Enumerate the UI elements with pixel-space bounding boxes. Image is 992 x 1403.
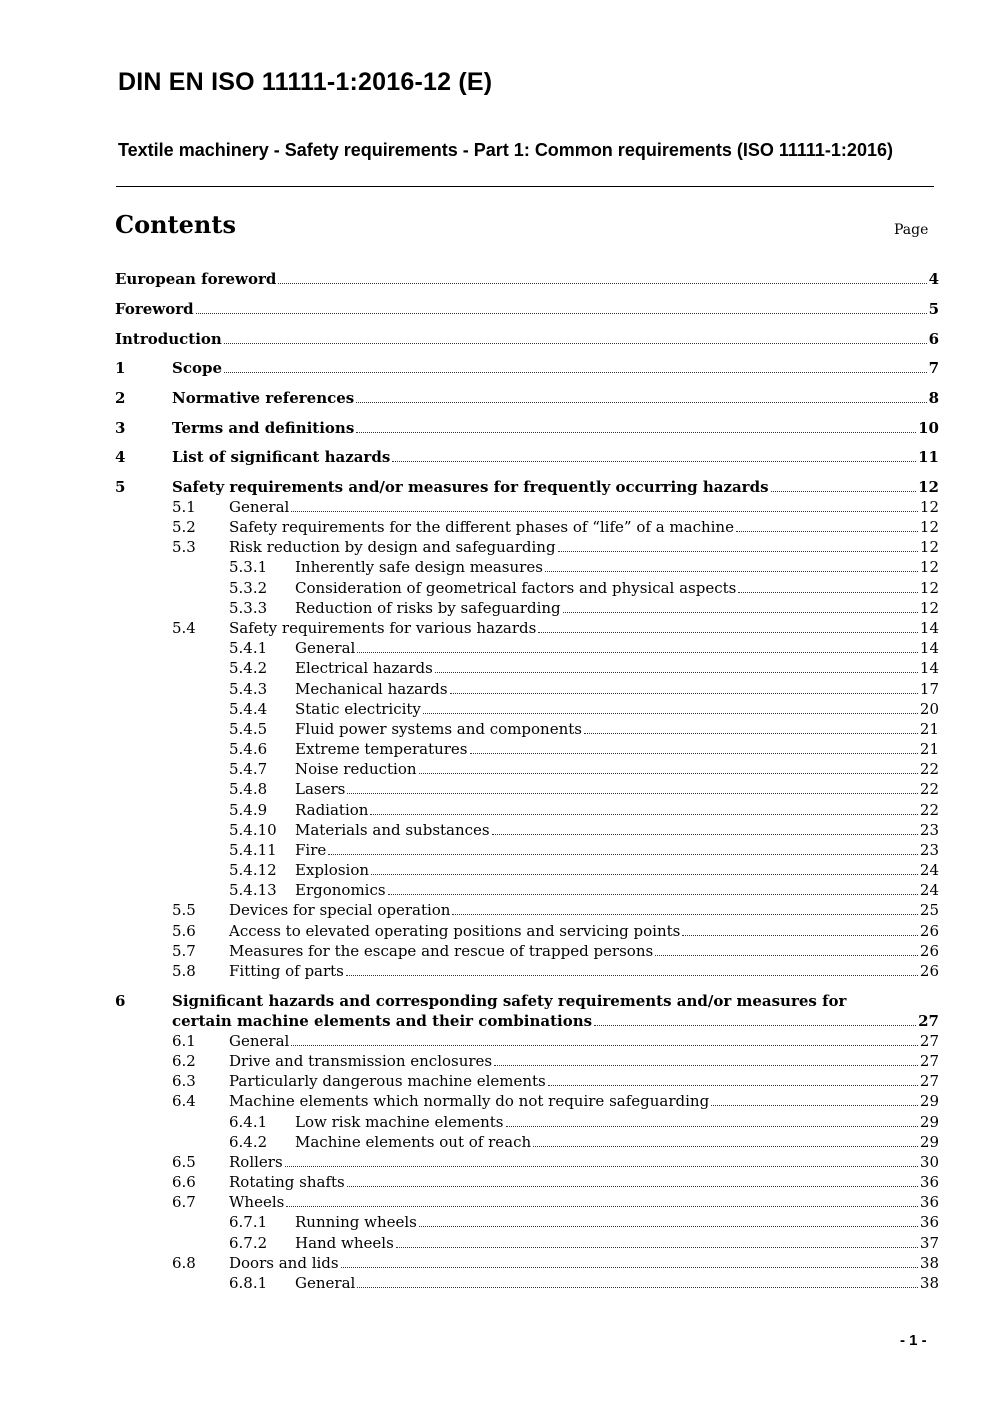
toc-entry-page: 12 — [919, 498, 939, 516]
toc-entry[interactable] — [295, 1132, 939, 1152]
toc-entry[interactable] — [229, 1152, 939, 1172]
toc-entry[interactable] — [229, 1172, 939, 1192]
toc-entry[interactable] — [172, 358, 939, 378]
toc-entry-title: Particularly dangerous machine elements — [229, 1072, 546, 1090]
toc-entry-title: Extreme temperatures — [295, 740, 468, 758]
toc-entry-number: 6.1 — [172, 1032, 196, 1050]
dot-leader — [370, 814, 917, 815]
toc-entry-page: 14 — [919, 639, 939, 657]
dot-leader — [278, 283, 926, 284]
dot-leader — [452, 914, 917, 915]
toc-entry-number: 5.1 — [172, 498, 196, 516]
dot-leader — [347, 1186, 918, 1187]
toc-entry-page: 12 — [919, 558, 939, 576]
toc-entry-number: 2 — [115, 389, 126, 407]
toc-entry-title: Consideration of geometrical factors and physical aspects — [295, 579, 737, 597]
dot-leader — [346, 975, 918, 976]
toc-entry[interactable] — [229, 1253, 939, 1273]
dot-leader — [347, 793, 918, 794]
toc-entry[interactable] — [115, 269, 939, 289]
toc-entry-title-line: Significant hazards and corresponding safety requirements and/or measures for — [172, 992, 847, 1010]
toc-entry[interactable] — [229, 961, 939, 981]
toc-entry[interactable] — [295, 1233, 939, 1253]
toc-entry[interactable] — [295, 598, 939, 618]
toc-entry-number: 5.4.5 — [229, 720, 268, 738]
dot-leader — [388, 894, 918, 895]
toc-entry-number: 1 — [115, 359, 126, 377]
toc-entry-title: Lasers — [295, 780, 346, 798]
dot-leader — [291, 511, 918, 512]
toc-entry-page: 30 — [919, 1153, 939, 1171]
toc-entry-number: 5.4.1 — [229, 639, 268, 657]
dot-leader — [435, 672, 918, 673]
toc-entry-title: Doors and lids — [229, 1254, 339, 1272]
toc-entry[interactable] — [229, 1031, 939, 1051]
toc-entry-title: Risk reduction by design and safeguarding — [229, 538, 556, 556]
toc-entry-page: 36 — [919, 1213, 939, 1231]
toc-entry-title: certain machine elements and their combinations — [172, 1012, 593, 1030]
toc-entry-number: 6.4.1 — [229, 1113, 268, 1131]
toc-entry[interactable] — [295, 880, 939, 900]
document-subtitle: Textile machinery - Safety requirements - Part 1: Common requirements (ISO 11111-1:2016) — [118, 140, 893, 160]
toc-entry[interactable] — [295, 699, 939, 719]
dot-leader — [533, 1146, 918, 1147]
toc-entry-title: Static electricity — [295, 700, 421, 718]
toc-entry-number: 5 — [115, 478, 126, 496]
dot-leader — [563, 612, 918, 613]
dot-leader — [285, 1166, 918, 1167]
toc-entry-page: 22 — [919, 780, 939, 798]
toc-entry-page: 7 — [928, 359, 939, 377]
toc-entry-number: 5.3 — [172, 538, 196, 556]
dot-leader — [328, 854, 918, 855]
toc-entry-title: Explosion — [295, 861, 370, 879]
toc-entry-number: 6.8.1 — [229, 1274, 268, 1292]
dot-leader — [356, 402, 926, 403]
toc-entry[interactable] — [115, 329, 939, 349]
dot-leader — [286, 1206, 918, 1207]
toc-entry-number: 5.4.9 — [229, 801, 268, 819]
toc-entry-title: Noise reduction — [295, 760, 417, 778]
toc-entry-title: Fluid power systems and components — [295, 720, 582, 738]
toc-entry-page: 25 — [919, 901, 939, 919]
toc-entry[interactable] — [295, 820, 939, 840]
toc-entry-number: 5.4.2 — [229, 659, 268, 677]
toc-entry-page: 14 — [919, 659, 939, 677]
toc-entry[interactable] — [172, 388, 939, 408]
toc-entry-number: 5.3.2 — [229, 579, 268, 597]
dot-leader — [736, 531, 918, 532]
toc-entry-number: 5.6 — [172, 922, 196, 940]
toc-entry-title: Devices for special operation — [229, 901, 451, 919]
toc-entry-page: 38 — [919, 1254, 939, 1272]
toc-entry[interactable] — [229, 618, 939, 638]
toc-entry-title: Fitting of parts — [229, 962, 344, 980]
dot-leader — [450, 693, 918, 694]
toc-entry[interactable] — [295, 840, 939, 860]
toc-entry[interactable] — [295, 779, 939, 799]
toc-entry-title: Normative references — [172, 389, 355, 407]
toc-entry-title: Reduction of risks by safeguarding — [295, 599, 561, 617]
toc-entry-number: 6.4 — [172, 1092, 196, 1110]
page-number: - 1 - — [900, 1332, 927, 1349]
dot-leader — [341, 1267, 918, 1268]
toc-entry-number: 5.3.1 — [229, 558, 268, 576]
toc-entry-page: 29 — [919, 1133, 939, 1151]
dot-leader — [423, 713, 918, 714]
toc-entry-number: 5.4.4 — [229, 700, 268, 718]
dot-leader — [548, 1085, 918, 1086]
toc-entry-page: 12 — [919, 518, 939, 536]
contents-heading: Contents — [115, 210, 236, 239]
dot-leader — [538, 632, 918, 633]
toc-entry[interactable] — [295, 800, 939, 820]
toc-entry-page: 12 — [919, 538, 939, 556]
toc-entry-number: 6.7.2 — [229, 1234, 268, 1252]
toc-entry-number: 5.4.7 — [229, 760, 268, 778]
toc-entry-page: 20 — [919, 700, 939, 718]
dot-leader — [738, 592, 918, 593]
document-id: DIN EN ISO 11111-1:2016-12 (E) — [118, 68, 493, 96]
dot-leader — [291, 1045, 918, 1046]
toc-entry-page: 10 — [918, 419, 939, 437]
toc-entry-page: 29 — [919, 1113, 939, 1131]
toc-entry[interactable] — [115, 299, 939, 319]
dot-leader — [594, 1025, 916, 1026]
toc-entry-title: Electrical hazards — [295, 659, 433, 677]
dot-leader — [584, 733, 918, 734]
toc-entry-title: Rollers — [229, 1153, 283, 1171]
toc-entry-title: Ergonomics — [295, 881, 386, 899]
toc-entry[interactable] — [229, 1192, 939, 1212]
toc-entry-page: 12 — [918, 478, 939, 496]
toc-entry-number: 4 — [115, 448, 126, 466]
dot-leader — [196, 313, 927, 314]
toc-entry-page: 27 — [919, 1072, 939, 1090]
toc-entry[interactable] — [172, 1011, 939, 1031]
dot-leader — [492, 834, 918, 835]
dot-leader — [771, 491, 917, 492]
toc-entry[interactable] — [229, 1051, 939, 1071]
toc-entry-page: 36 — [919, 1173, 939, 1191]
toc-entry-number: 6.5 — [172, 1153, 196, 1171]
toc-entry[interactable] — [229, 941, 939, 961]
toc-entry[interactable] — [295, 1112, 939, 1132]
toc-entry-title: Machine elements which normally do not require safeguarding — [229, 1092, 710, 1110]
toc-entry[interactable] — [295, 578, 939, 598]
page-column-label: Page — [894, 222, 929, 238]
dot-leader — [558, 551, 918, 552]
toc-entry-number: 6.6 — [172, 1173, 196, 1191]
toc-entry[interactable] — [172, 447, 939, 467]
toc-entry-page: 12 — [919, 599, 939, 617]
toc-entry[interactable] — [172, 477, 939, 497]
toc-entry-title: General — [229, 1032, 290, 1050]
toc-entry-number: 3 — [115, 419, 126, 437]
toc-entry-number: 5.4.3 — [229, 680, 268, 698]
dot-leader — [224, 343, 927, 344]
dot-leader — [506, 1126, 918, 1127]
dot-leader — [357, 1287, 918, 1288]
toc-entry-page: 26 — [919, 922, 939, 940]
dot-leader — [357, 652, 918, 653]
toc-entry[interactable] — [295, 1273, 939, 1293]
toc-entry[interactable] — [229, 537, 939, 557]
toc-entry-title: Safety requirements and/or measures for frequently occurring hazards — [172, 478, 769, 496]
dot-leader — [711, 1105, 918, 1106]
toc-entry[interactable] — [295, 719, 939, 739]
toc-entry-page: 22 — [919, 760, 939, 778]
toc-entry-page: 23 — [919, 821, 939, 839]
toc-entry-page: 6 — [928, 330, 939, 348]
toc-entry-page: 38 — [919, 1274, 939, 1292]
toc-entry-number: 6.7.1 — [229, 1213, 268, 1231]
toc-entry-title: Foreword — [115, 300, 194, 318]
toc-entry[interactable] — [295, 759, 939, 779]
toc-entry-title: Scope — [172, 359, 223, 377]
toc-entry-number: 6 — [115, 992, 126, 1010]
toc-entry-title: Low risk machine elements — [295, 1113, 504, 1131]
toc-entry-number: 5.5 — [172, 901, 196, 919]
toc-entry-number: 5.4.13 — [229, 881, 277, 899]
dot-leader — [682, 935, 918, 936]
toc-entry-title: Wheels — [229, 1193, 285, 1211]
toc-entry-page: 11 — [918, 448, 939, 466]
toc-entry-title: Introduction — [115, 330, 222, 348]
toc-entry[interactable] — [295, 557, 939, 577]
toc-entry-number: 5.2 — [172, 518, 196, 536]
dot-leader — [419, 1226, 918, 1227]
toc-entry-page: 26 — [919, 962, 939, 980]
toc-entry[interactable] — [229, 497, 939, 517]
toc-entry-page: 21 — [919, 720, 939, 738]
dot-leader — [356, 432, 916, 433]
toc-entry[interactable] — [295, 679, 939, 699]
toc-entry-page: 14 — [919, 619, 939, 637]
toc-entry-page: 22 — [919, 801, 939, 819]
dot-leader — [545, 571, 918, 572]
toc-entry-title: Drive and transmission enclosures — [229, 1052, 493, 1070]
toc-entry-page: 17 — [919, 680, 939, 698]
dot-leader — [371, 874, 918, 875]
toc-entry-title: Safety requirements for various hazards — [229, 619, 537, 637]
toc-entry-title: General — [295, 639, 356, 657]
toc-entry-title: List of significant hazards — [172, 448, 391, 466]
dot-leader — [392, 461, 916, 462]
dot-leader — [224, 372, 927, 373]
toc-entry[interactable] — [172, 418, 939, 438]
toc-entry-number: 5.4.12 — [229, 861, 277, 879]
toc-entry-page: 4 — [928, 270, 939, 288]
toc-entry[interactable] — [229, 1071, 939, 1091]
toc-entry-title: Measures for the escape and rescue of trapped persons — [229, 942, 654, 960]
toc-entry-title: Safety requirements for the different phases of “life” of a machine — [229, 518, 734, 536]
dot-leader — [494, 1065, 918, 1066]
toc-entry-number: 5.4.11 — [229, 841, 277, 859]
toc-entry-title: Terms and definitions — [172, 419, 355, 437]
toc-entry-title: European foreword — [115, 270, 277, 288]
toc-entry-number: 5.8 — [172, 962, 196, 980]
toc-entry-title: Radiation — [295, 801, 369, 819]
toc-entry-title: Hand wheels — [295, 1234, 394, 1252]
toc-entry[interactable] — [295, 658, 939, 678]
toc-entry[interactable] — [295, 860, 939, 880]
toc-entry-page: 37 — [919, 1234, 939, 1252]
toc-entry-page: 5 — [928, 300, 939, 318]
toc-entry-page: 29 — [919, 1092, 939, 1110]
toc-entry-number: 5.4.6 — [229, 740, 268, 758]
toc-entry-page: 8 — [928, 389, 939, 407]
dot-leader — [396, 1247, 918, 1248]
toc-entry-title: Rotating shafts — [229, 1173, 345, 1191]
toc-entry-page: 21 — [919, 740, 939, 758]
toc-entry-number: 5.3.3 — [229, 599, 268, 617]
toc-entry-page: 27 — [918, 1012, 939, 1030]
toc-entry-title: Access to elevated operating positions and servicing points — [229, 922, 681, 940]
toc-entry[interactable] — [229, 921, 939, 941]
toc-entry-page: 27 — [919, 1052, 939, 1070]
toc-entry-title: Inherently safe design measures — [295, 558, 543, 576]
toc-entry-page: 36 — [919, 1193, 939, 1211]
toc-entry-title: Mechanical hazards — [295, 680, 448, 698]
toc-entry[interactable] — [295, 739, 939, 759]
toc-entry-page: 27 — [919, 1032, 939, 1050]
toc-entry-title: General — [295, 1274, 356, 1292]
toc-entry-title: Running wheels — [295, 1213, 417, 1231]
toc-entry-title: Fire — [295, 841, 327, 859]
toc-entry-number: 6.7 — [172, 1193, 196, 1211]
toc-entry[interactable] — [295, 638, 939, 658]
toc-entry-number: 5.4 — [172, 619, 196, 637]
toc-entry[interactable] — [229, 900, 939, 920]
toc-entry[interactable] — [295, 1212, 939, 1232]
toc-entry-page: 12 — [919, 579, 939, 597]
toc-entry-number: 5.4.10 — [229, 821, 277, 839]
toc-entry-title: Materials and substances — [295, 821, 490, 839]
toc-entry-number: 6.8 — [172, 1254, 196, 1272]
toc-entry-title: Machine elements out of reach — [295, 1133, 532, 1151]
toc-entry-number: 6.4.2 — [229, 1133, 268, 1151]
toc-entry-number: 5.7 — [172, 942, 196, 960]
dot-leader — [419, 773, 918, 774]
toc-entry-page: 24 — [919, 881, 939, 899]
toc-entry-page: 24 — [919, 861, 939, 879]
toc-entry[interactable] — [229, 517, 939, 537]
toc-entry-page: 23 — [919, 841, 939, 859]
toc-entry-number: 5.4.8 — [229, 780, 268, 798]
toc-entry-number: 6.3 — [172, 1072, 196, 1090]
dot-leader — [655, 955, 918, 956]
toc-entry[interactable] — [229, 1091, 939, 1111]
toc-entry-title: General — [229, 498, 290, 516]
toc-entry-page: 26 — [919, 942, 939, 960]
dot-leader — [470, 753, 918, 754]
toc-entry-number: 6.2 — [172, 1052, 196, 1070]
